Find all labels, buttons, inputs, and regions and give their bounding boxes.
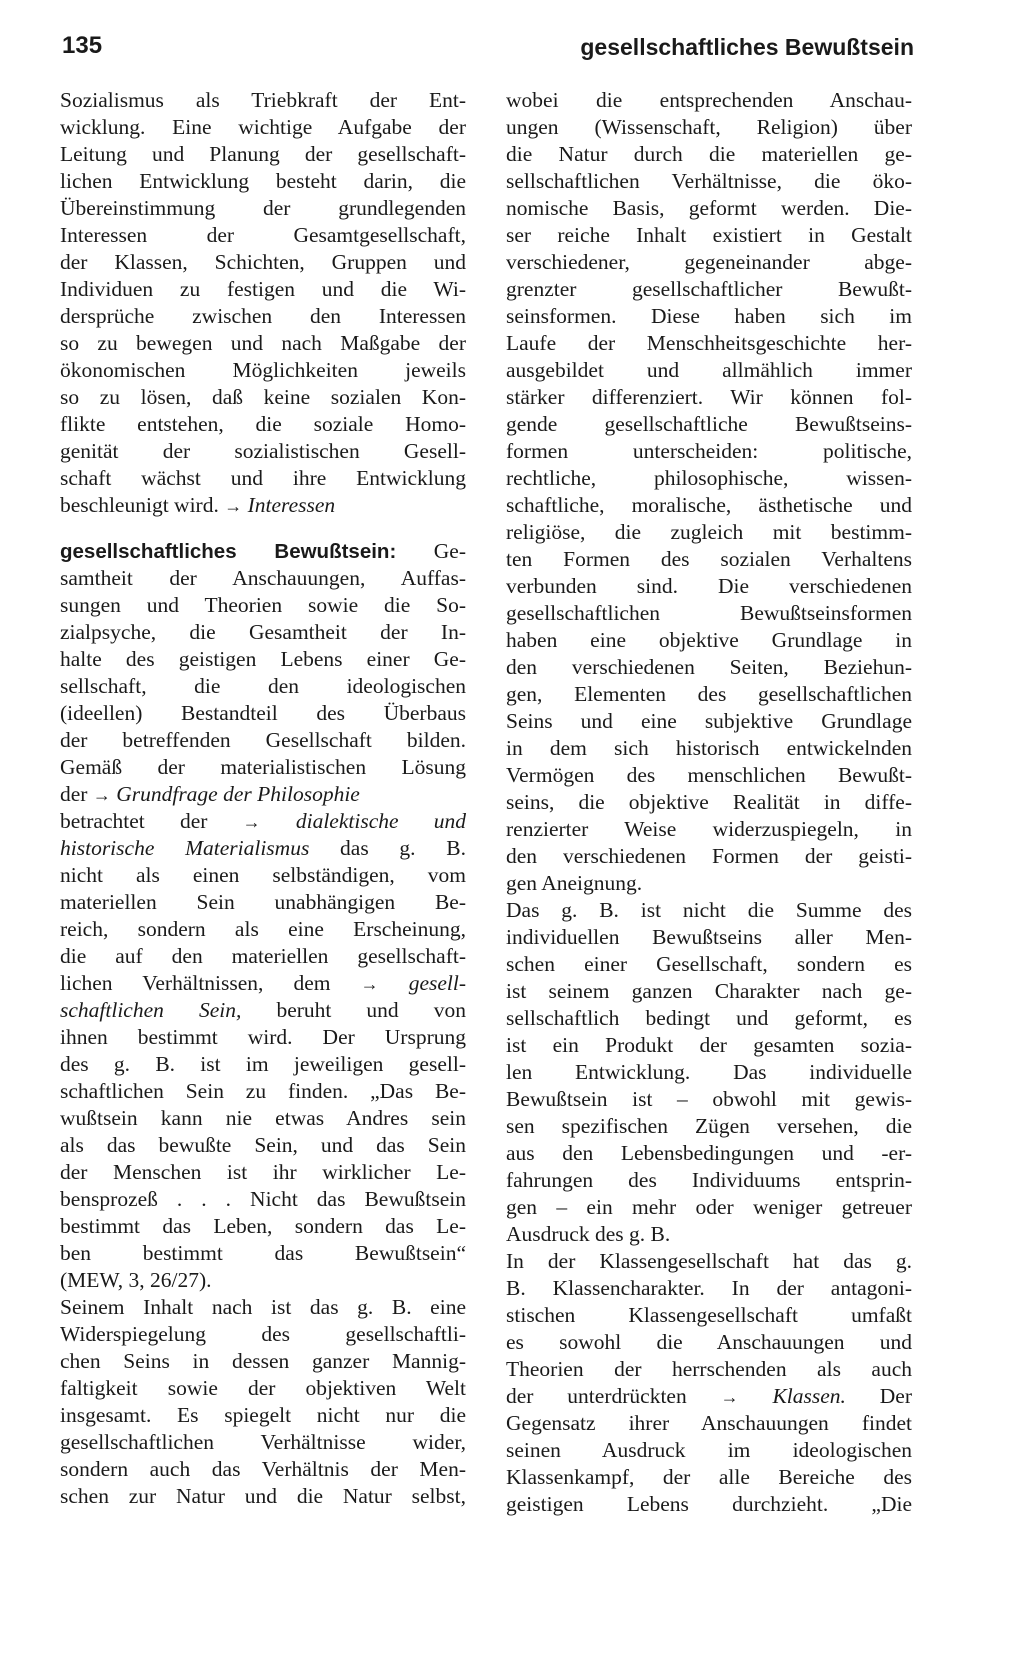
text-line: grenzter gesellschaftlicher Bewußt- <box>506 277 912 301</box>
text-line: der betreffenden Gesellschaft bilden. <box>60 728 466 752</box>
text-line: wicklung. Eine wichtige Aufgabe der <box>60 115 466 139</box>
text-line: ten Formen des sozialen Verhaltens <box>506 547 912 571</box>
text-line: Ausdruck des g. B. <box>506 1222 671 1246</box>
text-line: rechtliche, philosophische, wissen- <box>506 466 912 490</box>
text-line: Sozialismus als Triebkraft der Ent- <box>60 88 466 112</box>
text-line: der Klassen, Schichten, Gruppen und <box>60 250 466 274</box>
text-line: reich, sondern als eine Erscheinung, <box>60 917 466 941</box>
text-line: schen zur Natur und die Natur selbst, <box>60 1484 466 1508</box>
cross-reference-link: Klassen. <box>772 1384 846 1408</box>
text-span: beruht und von <box>276 998 467 1022</box>
paragraph-interessen <box>60 87 466 519</box>
text-line: geistigen Lebens durchzieht. „Die <box>506 1492 912 1516</box>
text-line: insgesamt. Es spiegelt nicht nur die <box>60 1403 466 1427</box>
running-head: gesellschaftliches Bewußtsein <box>580 34 914 60</box>
text-span: der <box>60 782 88 806</box>
text-line: stischen Klassengesellschaft umfaßt <box>506 1303 912 1327</box>
paragraph <box>506 87 912 897</box>
text-line: religiöse, die zugleich mit bestimm- <box>506 520 912 544</box>
text-line: schaftliche, moralische, ästhetische und <box>506 493 912 517</box>
text-span: lichen Verhältnissen, dem <box>60 971 331 995</box>
text-line: gen – ein mehr oder weniger getreuer <box>506 1195 912 1219</box>
text-line: ihnen bestimmt wird. Der Ursprung <box>60 1025 466 1049</box>
text-line: ökonomischen Möglichkeiten jeweils <box>60 358 466 382</box>
text-line: dersprüche zwischen den Interessen <box>60 304 466 328</box>
text-line: Laufe der Menschheitsgeschichte her- <box>506 331 912 355</box>
text-line: len Entwicklung. Das individuelle <box>506 1060 912 1084</box>
cross-reference-arrow-icon: → <box>224 496 243 516</box>
text-span: betrachtet der <box>60 809 208 833</box>
text-line: sen spezifischen Zügen versehen, die <box>506 1114 912 1138</box>
text-line: zialpsyche, die Gesamtheit der In- <box>60 620 466 644</box>
text-line: lichen Entwicklung besteht darin, die <box>60 169 466 193</box>
text-line: samtheit der Anschauungen, Auffas- <box>60 566 466 590</box>
text-line <box>60 997 466 1024</box>
text-line: halte des geistigen Lebens einer Ge- <box>60 647 466 671</box>
text-span: der unterdrückten <box>506 1384 687 1408</box>
text-line: chen Seins in dessen ganzer Mannig- <box>60 1349 466 1373</box>
cross-reference-link: gesell- <box>408 971 466 995</box>
paragraph <box>506 1248 912 1518</box>
page-header <box>0 28 1024 68</box>
text-line: schen einer Gesellschaft, sondern es <box>506 952 912 976</box>
text-line: Seinem Inhalt nach ist das g. B. eine <box>60 1295 466 1319</box>
text-line <box>60 808 466 835</box>
text-line: faltigkeit sowie der objektiven Welt <box>60 1376 466 1400</box>
text-line: des g. B. ist im jeweiligen gesell- <box>60 1052 466 1076</box>
text-span: Ge- <box>433 539 466 563</box>
cross-reference-link: Grundfrage der Philosophie <box>116 782 360 806</box>
page-number: 135 <box>62 32 103 59</box>
text-line: (ideellen) Bestandteil des Überbaus <box>60 701 466 725</box>
text-line: sellschaftlich bedingt und geformt, es <box>506 1006 912 1030</box>
text-line: gen, Elementen des gesellschaftlichen <box>506 682 912 706</box>
text-line: sondern auch das Verhältnis der Men- <box>60 1457 466 1481</box>
text-line: nomische Basis, geformt werden. Die- <box>506 196 912 220</box>
text-line: Leitung und Planung der gesellschaft- <box>60 142 466 166</box>
text-line: gesellschaftlichen Verhältnisse wider, <box>60 1430 466 1454</box>
text-line: formen unterscheiden: politische, <box>506 439 912 463</box>
text-line: Individuen zu festigen und die Wi- <box>60 277 466 301</box>
text-line: ist seinem ganzen Charakter nach ge- <box>506 979 912 1003</box>
text-line: renzierter Weise widerzuspiegeln, in <box>506 817 912 841</box>
text-line: Bewußtsein ist – obwohl mit gewis- <box>506 1087 912 1111</box>
text-line: den verschiedenen Seiten, Beziehun- <box>506 655 912 679</box>
text-line: als das bewußte Sein, und das Sein <box>60 1133 466 1157</box>
text-line: ausgebildet und allmählich immer <box>506 358 912 382</box>
text-line: gende gesellschaftliche Bewußtseins- <box>506 412 912 436</box>
text-line: Klassenkampf, der alle Bereiche des <box>506 1465 912 1489</box>
dictionary-entry <box>60 538 466 1510</box>
cross-reference-link: schaftlichen Sein, <box>60 998 242 1022</box>
text-line: schaft wächst und ihre Entwicklung <box>60 466 466 490</box>
text-line: die Natur durch die materiellen ge- <box>506 142 912 166</box>
entry-spacer <box>60 519 466 538</box>
text-line: verschiedener, gegeneinander abge- <box>506 250 912 274</box>
text-line: Interessen der Gesamtgesellschaft, <box>60 223 466 247</box>
text-line: sellschaftlichen Verhältnisse, die öko- <box>506 169 912 193</box>
text-line: ser reiche Inhalt existiert in Gestalt <box>506 223 912 247</box>
text-line: seinsformen. Diese haben sich im <box>506 304 912 328</box>
text-line: seinen Ausdruck im ideologischen <box>506 1438 912 1462</box>
text-line: die auf den materiellen gesellschaft- <box>60 944 466 968</box>
text-line: in dem sich historisch entwickelnden <box>506 736 912 760</box>
text-line: wobei die entsprechenden Anschau- <box>506 88 912 112</box>
text-line: Gemäß der materialistischen Lösung <box>60 755 466 779</box>
text-line: In der Klassengesellschaft hat das g. <box>506 1249 912 1273</box>
text-line: bestimmt das Leben, sondern das Le- <box>60 1214 466 1238</box>
text-line: Gegensatz ihrer Anschauungen findet <box>506 1411 912 1435</box>
entry-headword: gesellschaftliches Bewußtsein: <box>60 540 397 563</box>
text-line: Das g. B. ist nicht die Summe des <box>506 898 912 922</box>
text-line: materiellen Sein unabhängigen Be- <box>60 890 466 914</box>
cross-reference-arrow-icon: → <box>360 974 379 994</box>
text-line: Widerspiegelung des gesellschaftli- <box>60 1322 466 1346</box>
paragraph <box>506 897 912 1248</box>
text-line: individuellen Bewußtseins aller Men- <box>506 925 912 949</box>
text-line: nicht als einen selbständigen, vom <box>60 863 466 887</box>
text-line: Seins und eine subjektive Grundlage <box>506 709 912 733</box>
text-line: Übereinstimmung der grundlegenden <box>60 196 466 220</box>
text-span: Der <box>879 1384 912 1408</box>
text-line: ungen (Wissenschaft, Religion) über <box>506 115 912 139</box>
text-line: so zu lösen, daß keine sozialen Kon- <box>60 385 466 409</box>
cross-reference-arrow-icon: → <box>242 812 261 832</box>
cross-reference-link: dialektische und <box>295 809 467 833</box>
text-line: flikte entstehen, die soziale Homo- <box>60 412 466 436</box>
text-line: bensprozeß . . . Nicht das Bewußtsein <box>60 1187 466 1211</box>
text-line <box>60 970 466 997</box>
text-line: gesellschaftlichen Bewußtseinsformen <box>506 601 912 625</box>
text-line: Vermögen des menschlichen Bewußt- <box>506 763 912 787</box>
cross-reference-arrow-icon: → <box>720 1387 739 1407</box>
text-line: so zu bewegen und nach Maßgabe der <box>60 331 466 355</box>
text-line: gen Aneignung. <box>506 871 643 895</box>
text-line: ist ein Produkt der gesamten sozia- <box>506 1033 912 1057</box>
right-column <box>506 87 912 1518</box>
text-line: verbunden sind. Die verschiedenen <box>506 574 912 598</box>
text-line: schaftlichen Sein zu finden. „Das Be- <box>60 1079 466 1103</box>
text-line: ben bestimmt das Bewußtsein“ <box>60 1241 466 1265</box>
text-line <box>60 781 466 808</box>
text-line: aus den Lebensbedingungen und -er- <box>506 1141 912 1165</box>
left-column <box>60 87 466 1510</box>
cross-reference-arrow-icon: → <box>92 785 111 805</box>
text-line: seins, die objektive Realität in diffe- <box>506 790 912 814</box>
text-line: genität der sozialistischen Gesell- <box>60 439 466 463</box>
text-line <box>60 492 466 519</box>
text-line: der Menschen ist ihr wirklicher Le- <box>60 1160 466 1184</box>
text-line <box>60 835 466 862</box>
text-line: sellschaft, die den ideologischen <box>60 674 466 698</box>
text-line: haben eine objektive Grundlage in <box>506 628 912 652</box>
cross-reference-link: Interessen <box>247 493 336 517</box>
text-line: den verschiedenen Formen der geisti- <box>506 844 912 868</box>
text-line: B. Klassencharakter. In der antagoni- <box>506 1276 912 1300</box>
text-line: stärker differenziert. Wir können fol- <box>506 385 912 409</box>
text-line: sungen und Theorien sowie die So- <box>60 593 466 617</box>
text-line: Theorien der herrschenden als auch <box>506 1357 912 1381</box>
text-line <box>60 538 466 565</box>
text-line: (MEW, 3, 26/27). <box>60 1268 212 1292</box>
text-line: es sowohl die Anschauungen und <box>506 1330 912 1354</box>
text-line: fahrungen des Individuums entsprin- <box>506 1168 912 1192</box>
text-line <box>506 1383 912 1410</box>
text-line: wußtsein kann nie etwas Andres sein <box>60 1106 466 1130</box>
text-span: das g. B. <box>340 836 466 860</box>
cross-reference-link: historische Materialismus <box>60 836 310 860</box>
text-span: beschleunigt wird. <box>60 493 219 517</box>
